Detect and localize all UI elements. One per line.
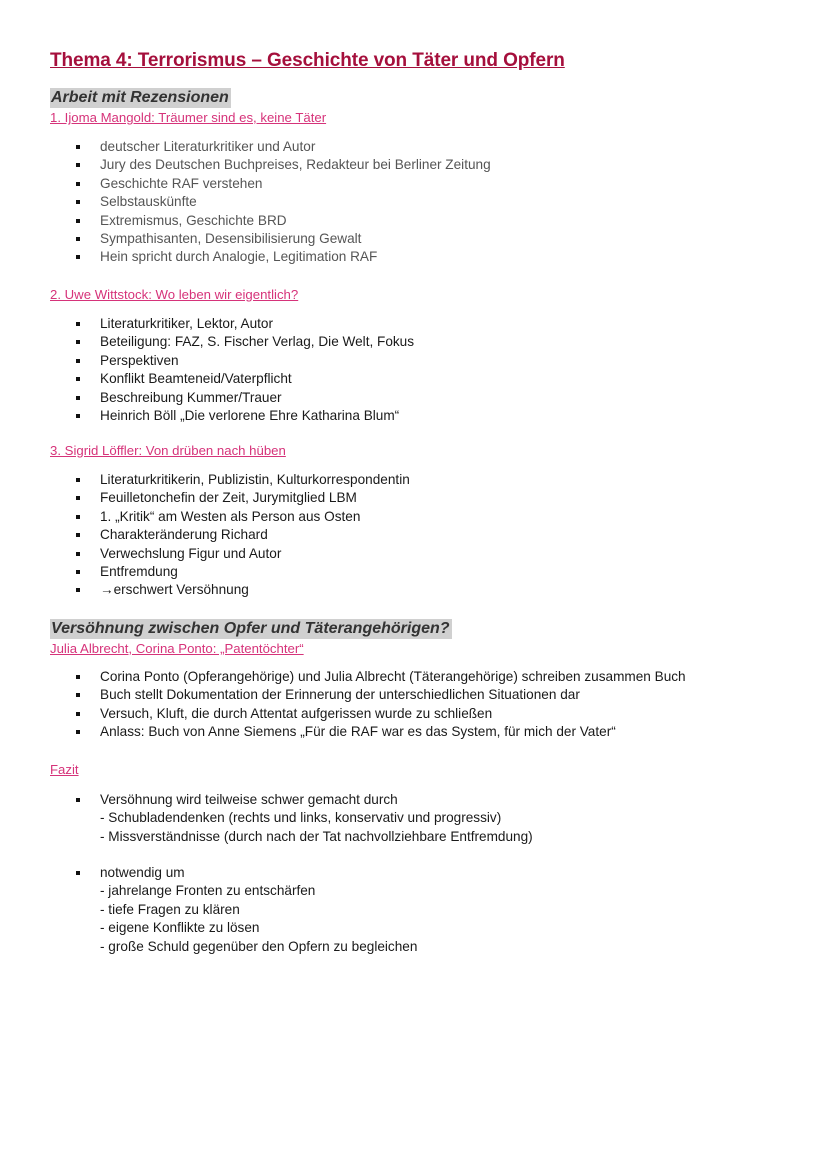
fazit-title: Fazit	[50, 762, 79, 777]
list-item: Beteiligung: FAZ, S. Fischer Verlag, Die Welt, Fokus	[0, 333, 414, 351]
list-item: Beschreibung Kummer/Trauer	[0, 389, 414, 407]
reconciliation-list	[0, 668, 686, 742]
list-item: Jury des Deutschen Buchpreises, Redakteur bei Berliner Zeitung	[0, 156, 491, 174]
review-title-wittstock: 2. Uwe Wittstock: Wo leben wir eigentlich?	[50, 287, 299, 302]
list-item: 1. „Kritik“ am Westen als Person aus Osten	[0, 508, 410, 526]
list-item: Hein spricht durch Analogie, Legitimation RAF	[0, 248, 491, 266]
fazit-subline: - Schubladendenken (rechts und links, konservativ und progressiv)	[100, 810, 502, 826]
list-item: Feuilletonchefin der Zeit, Jurymitglied LBM	[0, 489, 410, 507]
fazit-point-difficulty	[0, 791, 533, 846]
list-item: Selbstauskünfte	[0, 193, 491, 211]
list-item: deutscher Literaturkritiker und Autor	[0, 138, 491, 156]
fazit-subline: - Missverständnisse (durch nach der Tat nachvollziehbare Entfremdung)	[100, 828, 533, 844]
fazit-point-head: Versöhnung wird teilweise schwer gemacht durch	[0, 791, 533, 809]
list-item: Entfremdung	[0, 563, 410, 581]
list-item: Extremismus, Geschichte BRD	[0, 212, 491, 230]
list-item: Anlass: Buch von Anne Siemens „Für die RAF war es das System, für mich der Vater“	[0, 723, 686, 741]
list-item: Sympathisanten, Desensibilisierung Gewalt	[0, 230, 491, 248]
list-item: Literaturkritikerin, Publizistin, Kulturkorrespondentin	[0, 471, 410, 489]
review-title-mangold: 1. Ijoma Mangold: Träumer sind es, keine Täter	[50, 110, 327, 125]
list-item: Konflikt Beamteneid/Vaterpflicht	[0, 370, 414, 388]
section-heading-reconciliation: Versöhnung zwischen Opfer und Täterangehörigen?	[51, 620, 450, 637]
list-item: Versuch, Kluft, die durch Attentat aufgerissen wurde zu schließen	[0, 705, 686, 723]
review-list-mangold	[0, 138, 491, 267]
list-item: Geschichte RAF verstehen	[0, 175, 491, 193]
fazit-subline: - jahrelange Fronten zu entschärfen	[100, 883, 316, 899]
review-list-loeffler	[0, 471, 410, 600]
list-item: →erschwert Versöhnung	[0, 581, 410, 599]
list-item: Heinrich Böll „Die verlorene Ehre Katharina Blum“	[0, 407, 414, 425]
list-item: Perspektiven	[0, 352, 414, 370]
fazit-subline: - große Schuld gegenüber den Opfern zu begleichen	[100, 938, 418, 954]
list-item: Buch stellt Dokumentation der Erinnerung der unterschiedlichen Situationen dar	[0, 686, 686, 704]
review-title-loeffler: 3. Sigrid Löffler: Von drüben nach hüben	[50, 443, 286, 458]
section-heading-reviews: Arbeit mit Rezensionen	[51, 89, 229, 106]
list-item: Verwechslung Figur und Autor	[0, 545, 410, 563]
book-title-patentoechter: Julia Albrecht, Corina Ponto: „Patentöchter“	[50, 641, 304, 656]
page-title: Thema 4: Terrorismus – Geschichte von Täter und Opfern	[50, 50, 565, 71]
fazit-point-head: notwendig um	[0, 864, 417, 882]
list-item: Charakteränderung Richard	[0, 526, 410, 544]
fazit-point-necessity	[0, 864, 417, 956]
list-item: Corina Ponto (Opferangehörige) und Julia Albrecht (Täterangehörige) schreiben zusammen Buch	[0, 668, 686, 686]
list-item: Literaturkritiker, Lektor, Autor	[0, 315, 414, 333]
review-list-wittstock	[0, 315, 414, 425]
fazit-subline: - eigene Konflikte zu lösen	[100, 920, 260, 936]
fazit-subline: - tiefe Fragen zu klären	[100, 901, 240, 917]
